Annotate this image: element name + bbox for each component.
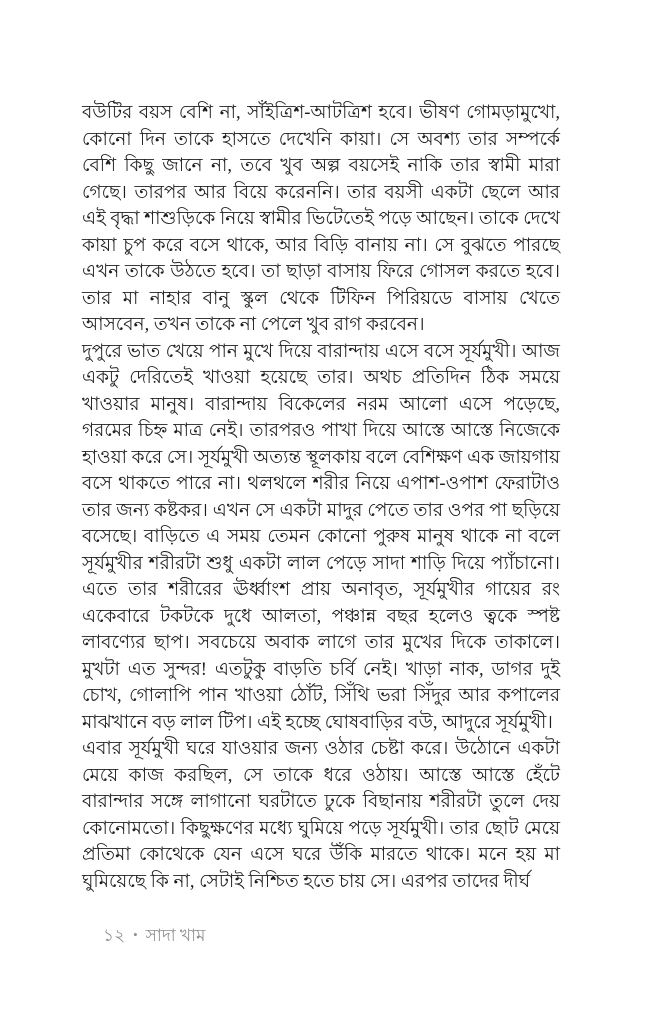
paragraph-3: এবার সূর্যমুখী ঘরে যাওয়ার জন্য ওঠার চেষ্টা করে। উঠোনে একটা মেয়ে কাজ করছিল, সে তাকে ধরে ওঠায়। আস্তে আস্তে হেঁটে বারান্দার সঙ্গে লাগানো ঘরটাতে ঢুকে বিছানায় শরীরটা তুলে দেয় কোনোমতো। কিছুক্ষণের মধ্যে ঘুমিয়ে পড়ে সূর্যমুখী। তার ছোট মেয়ে প্রতিমা কোথেকে যেন এসে ঘরে উঁকি মারতে থাকে। মনে হয় মা ঘুমিয়েছে কি না, সেটাই নিশ্চিত হতে চায় সে। এরপর তাদের দীর্ঘ bbox=[82, 739, 560, 892]
paragraph-1: বউটির বয়স বেশি না, সাঁইত্রিশ-আটত্রিশ হবে। ভীষণ গোমড়ামুখো, কোনো দিন তাকে হাসতে দেখেনি কায়া। সে অবশ্য তার সম্পর্কে বেশি কিছু জানে না, তবে খুব অল্প বয়সেই নাকি তার স্বামী মারা গেছে। তারপর আর বিয়ে করেননি। তার বয়সী একটা ছেলে আর এই বৃদ্ধা শাশুড়িকে নিয়ে স্বামীর ভিটেতেই পড়ে আছেন। তাকে দেখে কায়া চুপ করে বসে থাকে, আর বিড়ি বানায় না। সে বুঝতে পারছে এখন তাকে উঠতে হবে। তা ছাড়া বাসায় ফিরে গোসল করতে হবে। তার মা নাহার বানু স্কুল থেকে টিফিন পিরিয়ডে বাসায় খেতে আসবেন, তখন তাকে না পেলে খুব রাগ করবেন। bbox=[82, 103, 560, 335]
bullet-separator-icon: • bbox=[133, 927, 138, 942]
page-text bbox=[82, 100, 560, 895]
page-number: ১২ bbox=[103, 926, 126, 945]
page-footer bbox=[103, 925, 205, 947]
book-title: সাদা খাম bbox=[145, 926, 206, 945]
paragraph-2: দুপুরে ভাত খেয়ে পান মুখে দিয়ে বারান্দায় এসে বসে সূর্যমুখী। আজ একটু দেরিতেই খাওয়া হয়েছে তার। অথচ প্রতিদিন ঠিক সময়ে খাওয়ার মানুষ। বারান্দায় বিকেলের নরম আলো এসে পড়েছে, গরমের চিহ্ন মাত্র নেই। তারপরও পাখা দিয়ে আস্তে আস্তে নিজেকে হাওয়া করে সে। সূর্যমুখী অত্যন্ত স্থূলকায় বলে বেশিক্ষণ এক জায়গায় বসে থাকতে পারে না। থলথলে শরীর নিয়ে এপাশ-ওপাশ ফেরাটাও তার জন্য কষ্টকর। এখন সে একটা মাদুর পেতে তার ওপর পা ছড়িয়ে বসেছে। বাড়িতে এ সময় তেমন কোনো পুরুষ মানুষ থাকে না বলে সূর্যমুখীর শরীরটা শুধু একটা লাল পেড়ে সাদা শাড়ি দিয়ে প্যাঁচানো। এতে তার শরীরের ঊর্ধ্বাংশ প্রায় অনাবৃত, সূর্যমুখীর গায়ের রং একেবারে টকটকে দুধে আলতা, পঞ্চান্ন বছর হলেও ত্বকে স্পষ্ট লাবণ্যের ছাপ। সবচেয়ে অবাক লাগে তার মুখের দিকে তাকালে। মুখটা এত সুন্দর! এতটুকু বাড়তি চর্বি নেই। খাড়া নাক, ডাগর দুই চোখ, গোলাপি পান খাওয়া ঠোঁট, সিঁথি ভরা সিঁদুর আর কপালের মাঝখানে বড় লাল টিপ। এই হচ্ছে ঘোষবাড়ির বউ, আদুরে সূর্যমুখী। bbox=[82, 341, 560, 733]
